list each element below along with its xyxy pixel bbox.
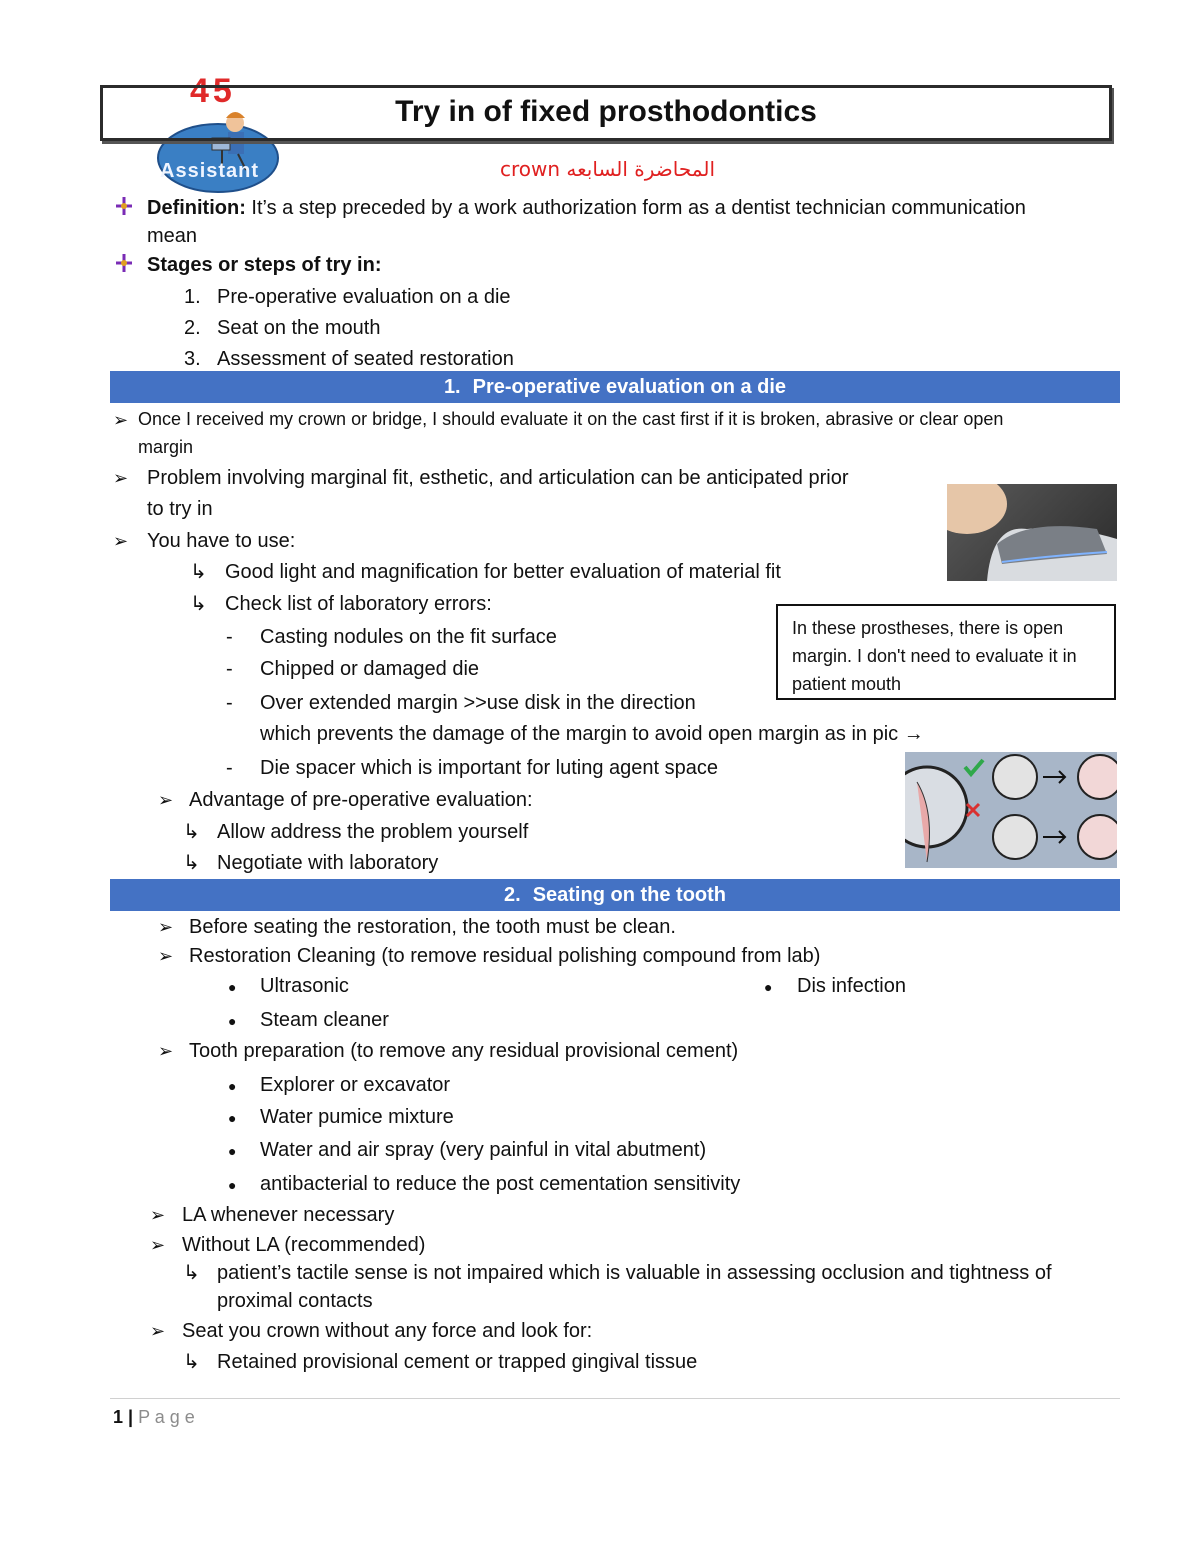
hook-arrow-icon: ↳ xyxy=(183,1262,200,1284)
advantage-item: Negotiate with laboratory xyxy=(217,852,439,874)
logo-text: Assistant xyxy=(160,160,260,182)
arrow-icon: ➢ xyxy=(158,790,174,810)
advantage-item: Allow address the problem yourself xyxy=(217,821,529,843)
clean-item: Ultrasonic xyxy=(260,975,349,997)
pin-icon xyxy=(114,196,134,221)
definition-cont: mean xyxy=(147,225,198,247)
page-title: Try in of fixed prosthodontics xyxy=(395,95,817,128)
s2-seat: Seat you crown without any force and look for: xyxy=(182,1320,593,1342)
arrow-icon: ➢ xyxy=(113,468,129,488)
bullet-icon: ● xyxy=(228,1013,237,1029)
s2-p2: Restoration Cleaning (to remove residual polishing compound from lab) xyxy=(189,945,821,967)
bullet-icon: ● xyxy=(228,979,237,995)
s1-p2: Problem involving marginal fit, esthetic, and articulation can be anticipated prior xyxy=(147,467,849,489)
arrow-icon: ➢ xyxy=(150,1205,166,1225)
error-item: Casting nodules on the fit surface xyxy=(260,626,557,648)
arrow-icon: ➢ xyxy=(158,917,174,937)
section-number: 1. xyxy=(443,376,461,398)
arrow-icon: ➢ xyxy=(150,1321,166,1341)
dash-icon: - xyxy=(226,757,233,779)
s2-p1: Before seating the restoration, the tooth must be clean. xyxy=(189,916,676,938)
error-item: Die spacer which is important for luting agent space xyxy=(260,757,719,779)
s2-without-la: Without LA (recommended) xyxy=(182,1234,426,1256)
footer-separator: | xyxy=(123,1407,139,1427)
prep-item: Explorer or excavator xyxy=(260,1074,451,1096)
crown-on-die-photo xyxy=(947,484,1117,581)
note-box: In these prostheses, there is open margin. I don't need to evaluate it in patient mouth xyxy=(776,604,1116,700)
definition-line xyxy=(147,196,1026,220)
s1-p2-cont: to try in xyxy=(147,498,213,520)
page-footer xyxy=(113,1407,195,1428)
page-label: P a g e xyxy=(138,1407,195,1427)
stage-item: Assessment of seated restoration xyxy=(217,348,514,370)
s2-la: LA whenever necessary xyxy=(182,1204,395,1226)
arrow-icon: ➢ xyxy=(113,410,129,430)
bullet-icon: ● xyxy=(228,1078,237,1094)
stages-label: Stages or steps of try in: xyxy=(147,254,382,276)
definition-text: It’s a step preceded by a work authorization form as a dentist technician communication xyxy=(245,197,1026,219)
prep-item: antibacterial to reduce the post cementation sensitivity xyxy=(260,1173,741,1195)
dash-icon: - xyxy=(226,658,233,680)
section-title: Pre-operative evaluation on a die xyxy=(472,376,787,398)
dash-icon: - xyxy=(226,692,233,714)
definition-label: Definition: xyxy=(147,197,246,219)
bullet-icon: ● xyxy=(228,1143,237,1159)
s1-p3: You have to use: xyxy=(147,530,296,552)
hook-arrow-icon: ↳ xyxy=(183,852,200,874)
s2-p3: Tooth preparation (to remove any residual provisional cement) xyxy=(189,1040,739,1062)
lecture-subtitle: crown المحاضرة السابعه xyxy=(500,157,715,181)
s1-p1-cont: margin xyxy=(138,437,194,457)
bullet-icon: ● xyxy=(764,979,773,995)
stage-num: 1. xyxy=(184,286,201,308)
error-item: Chipped or damaged die xyxy=(260,658,480,680)
hook-arrow-icon: ↳ xyxy=(190,561,207,583)
seat-sub: Retained provisional cement or trapped gingival tissue xyxy=(217,1351,698,1373)
error-item: Over extended margin >>use disk in the direction xyxy=(260,692,696,714)
bullet-icon: ● xyxy=(228,1177,237,1193)
stage-item: Seat on the mouth xyxy=(217,317,381,339)
footer-divider xyxy=(110,1398,1120,1399)
s1-advantage: Advantage of pre-operative evaluation: xyxy=(189,789,533,811)
stage-num: 3. xyxy=(184,348,201,370)
without-la-cont: proximal contacts xyxy=(217,1290,373,1312)
section-number: 2. xyxy=(504,884,521,906)
section-heading-2 xyxy=(110,879,1120,911)
use-item: Check list of laboratory errors: xyxy=(225,593,492,615)
prep-item: Water and air spray (very painful in vital abutment) xyxy=(260,1139,707,1161)
s1-p1: Once I received my crown or bridge, I should evaluate it on the cast first if it is broken, abrasive or clear open xyxy=(138,409,1004,429)
section-heading-1 xyxy=(110,371,1120,403)
prep-item: Water pumice mixture xyxy=(260,1106,454,1128)
page-number: 1 xyxy=(113,1407,124,1427)
arrow-icon: ➢ xyxy=(150,1235,166,1255)
clean-item: Steam cleaner xyxy=(260,1009,389,1031)
section-title: Seating on the tooth xyxy=(532,884,726,906)
stage-num: 2. xyxy=(184,317,201,339)
hook-arrow-icon: ↳ xyxy=(183,821,200,843)
dash-icon: - xyxy=(226,626,233,648)
hook-arrow-icon: ↳ xyxy=(183,1351,200,1373)
bullet-icon: ● xyxy=(228,1110,237,1126)
clean-item: Dis infection xyxy=(797,975,906,997)
arrow-icon: ➢ xyxy=(158,946,174,966)
disk-direction-diagram xyxy=(905,752,1117,868)
pin-icon xyxy=(114,253,134,278)
without-la-sub: patient’s tactile sense is not impaired which is valuable in assessing occlusion and tightness of xyxy=(217,1262,1052,1284)
stage-item: Pre-operative evaluation on a die xyxy=(217,286,511,308)
logo-number: 45 xyxy=(190,72,236,110)
hook-arrow-icon: ↳ xyxy=(190,593,207,615)
use-item: Good light and magnification for better evaluation of material fit xyxy=(225,561,781,583)
arrow-icon: ➢ xyxy=(113,531,129,551)
error-item-cont: which prevents the damage of the margin to avoid open margin as in pic → xyxy=(260,723,924,745)
arrow-icon: ➢ xyxy=(158,1041,174,1061)
